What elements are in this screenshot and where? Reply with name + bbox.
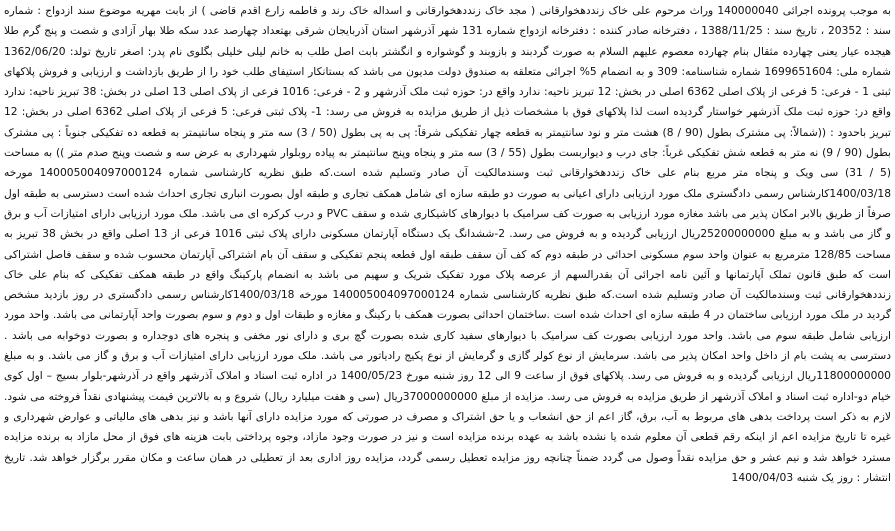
notice-body-text: به موجب پرونده اجرائی 140000040 وراث مرحوم علی خاک زنددهخوارقانی ( مجد خاک زنددهخوارقانی و اسداله خاک رند و فاطمه زارع اقدم قاضی ) از بابت مهریه موضوع سند ازدواج : شماره سند : 20352 ، تاریخ سند : 1388/11/25 ، دفترخانه صادر کننده : دفترخانه ازدواج شماره 131 شهر آذرشهر استان آذربایجان شرقی بهتعداد چهارصد عدد سکه طلا بهار آزادی و شصت و پنج گرم طلا هیجده عیار یعنی چهارده مثقال بنام چهارده معصوم علیهم السلام به صورت گردبند و بازوبند و گوشواره و انگشتر بابت اصل طلب به خانم لیلی خلیلی بگلوی نام پدر: اصغر تاریخ تولد: 1362/06/20 شماره ملی: 1699651604 شماره شناسنامه: 309 و به انضمام 5% اجرائی متعلقه به صندوق دولت مدیون می باشد که بستانکار استیفای طلب خود را از طریق بازداشت و ارزیابی و فروش پلاکهای ثبتی 1 - فرعی: 5 فرعی از پلاک اصلی 6362 اصلی در بخش: 12 تبریز ناحیه: ندارد واقع در: حوزه ثبت ملک آذرشهر و 2 - فرعی: 1016 فرعی از پلاک اصلی 13 اصلی در بخش: 38 تبریز ناحیه: ندارد واقع در: حوزه ثبت ملک آذرشهر خواستار گردیده است لذا پلاکهای فوق با مشخصات ذیل از طریق مزایده به فروش می رسد: 1- پلاک ثبتی فرعی: 5 فرعی از پلاک اصلی 6362 اصلی در بخش: 12 تبریز باحدود : ((شمالاً: پی مشترک بطول (90 / 8) هشت متر و نود سانتیمتر به قطعه چهار تفکیکی شرقاً: پی به پی بطول (50 / 3) سه متر و پنجاه سانتیمتر به قطعه ده تفکیکی جنوباً : پی مشترک بطول (90 / 9) نه متر به قطعه شش تفکیکی غرباً: جای درب و دیواربست بطول (55 / 3) سه متر و پنجاه وپنج سانتیمتر به پیاده روبلوار شهرداری به عرض سه و شصت وپنج صدم متر )) به مساحت (5 / 31) سی ویک و پنجاه متر مربع بنام علی خاک زنددهخوارقانی ثبت وسندمالکیت آن صادر وتسلیم شده است.که طبق نظریه کارشناسی شماره 140005004097000124 مورخه 1400/03/18کارشناس رسمی دادگستری ملک مورد ارزیابی دارای اعیانی به صورت دو طبقه سازه ای شامل همکف تجاری و طبقه اول بصورت انباری تجاری احداث شده است دسترسی به طبقه اول صرفاً از طریق بالابر امکان پذیر می باشد مغازه مورد ارزیابی به صورت کف سرامیک با دیوارهای کاشیکاری شده و سقف PVC و درب کرکره ای می باشد. ملک مورد ارزیابی دارای امتیازات آب و برق و گاز می باشد و به مبلغ 25200000000ریال ارزیابی گردیده و به فروش می رسد. 2-ششدانگ یک دستگاه آپارتمان مسکونی دارای پلاک ثبتی 1016 فرعی از 13 اصلی واقع در بخش 38 تبریز به مساحت 128/85 مترمربع به عنوان واحد سوم مسکونی احداثی در طبقه دوم که کف آن سقف طبقه اول قطعه پنجم تفکیکی و سقف آن بام اشتراکی آپارتمان محسوب شده و سقف فاصل اشتراکی است که طبق قانون تملک آپارتمانها و آئین نامه اجرائی آن بقدرالسهم از عرصه پلاک مورد تفکیک شریک و سهیم می باشد به انضمام پارکینگ واقع در طبقه همکف تفکیکی که بنام علی خاک زنددهخوارقانی ثبت وسندمالکیت آن صادر وتسلیم شده است.که طبق نظریه کارشناسی شماره 140005004097000124 مورخه 1400/03/18کارشناس رسمی دادگستری در روز بازدید مشخص گردید در ملک مورد ارزیابی ساختمان در 4 طبقه سازه ای احداث شده است .ساختمان احداثی بصورت همکف با رکینگ و مغازه و طبقات اول و دوم و سوم بصورت واحد آپارتمانی می باشد. واحد مورد ارزیابی شامل طبقه سوم می باشد. واحد مورد ارزیابی بصورت کف سرامیک با دیوارهای سفید کاری شده بصورت گچ بری و دارای نور مخفی و پنجره های دوجداره و بصورت دوخوابه می باشد . دسترسی به پشت بام از داخل واحد امکان پذیر می باشد. سرمایش از نوع کولر گازی و گرمایش از نوع پکیج رادیاتور می باشد. ملک مورد ارزیابی دارای امتیازات آب و برق و گاز می باشد. و به مبلغ 11800000000ریال ارزیابی گردیده و به فروش می رسد. پلاکهای فوق از ساعت 9 الی 12 روز شنبه مورخ 1400/05/23 در اداره ثبت اسناد و املاک آذرشهر واقع در آذرشهر-بلوار بسیج – اول کوی خیام دو-اداره ثبت اسناد و املاک آذرشهر از طریق مزایده به فروش می رسد. مزایده از مبلغ 37000000000ریال (سی و هفت میلیارد ریال) شروع و به بالاترین قیمت پیشنهادی نقداً فروخته می شود. لازم به ذکر است پرداخت بدهی های مربوط به آب، برق، گاز اعم از حق انشعاب و یا حق اشتراک و مصرف در صورتی که مورد مزایده دارای آنها باشد و نیز بدهی های مالیاتی و عوارض شهرداری و غیره تا تاریخ مزایده اعم از اینکه رقم قطعی آن معلوم شده یا نشده باشد به عهده برنده مزایده است و نیز در صورت وجود مازاد، وجوه پرداختی بابت هزینه های فوق از محل مازاد به برنده مزایده مسترد خواهد شد و نیم عشر و حق مزایده نقداً وصول می گردد ضمناً چنانچه روز مزایده تعطیل رسمی گردد، مزایده روز اداری بعد از تعطیلی در همان ساعت و مکان مقرر برگزار خواهد شد. تاریخ انتشار : روز یک شنبه 1400/04/03 (4, 4, 891, 484)
auction-notice (4, 1, 891, 529)
